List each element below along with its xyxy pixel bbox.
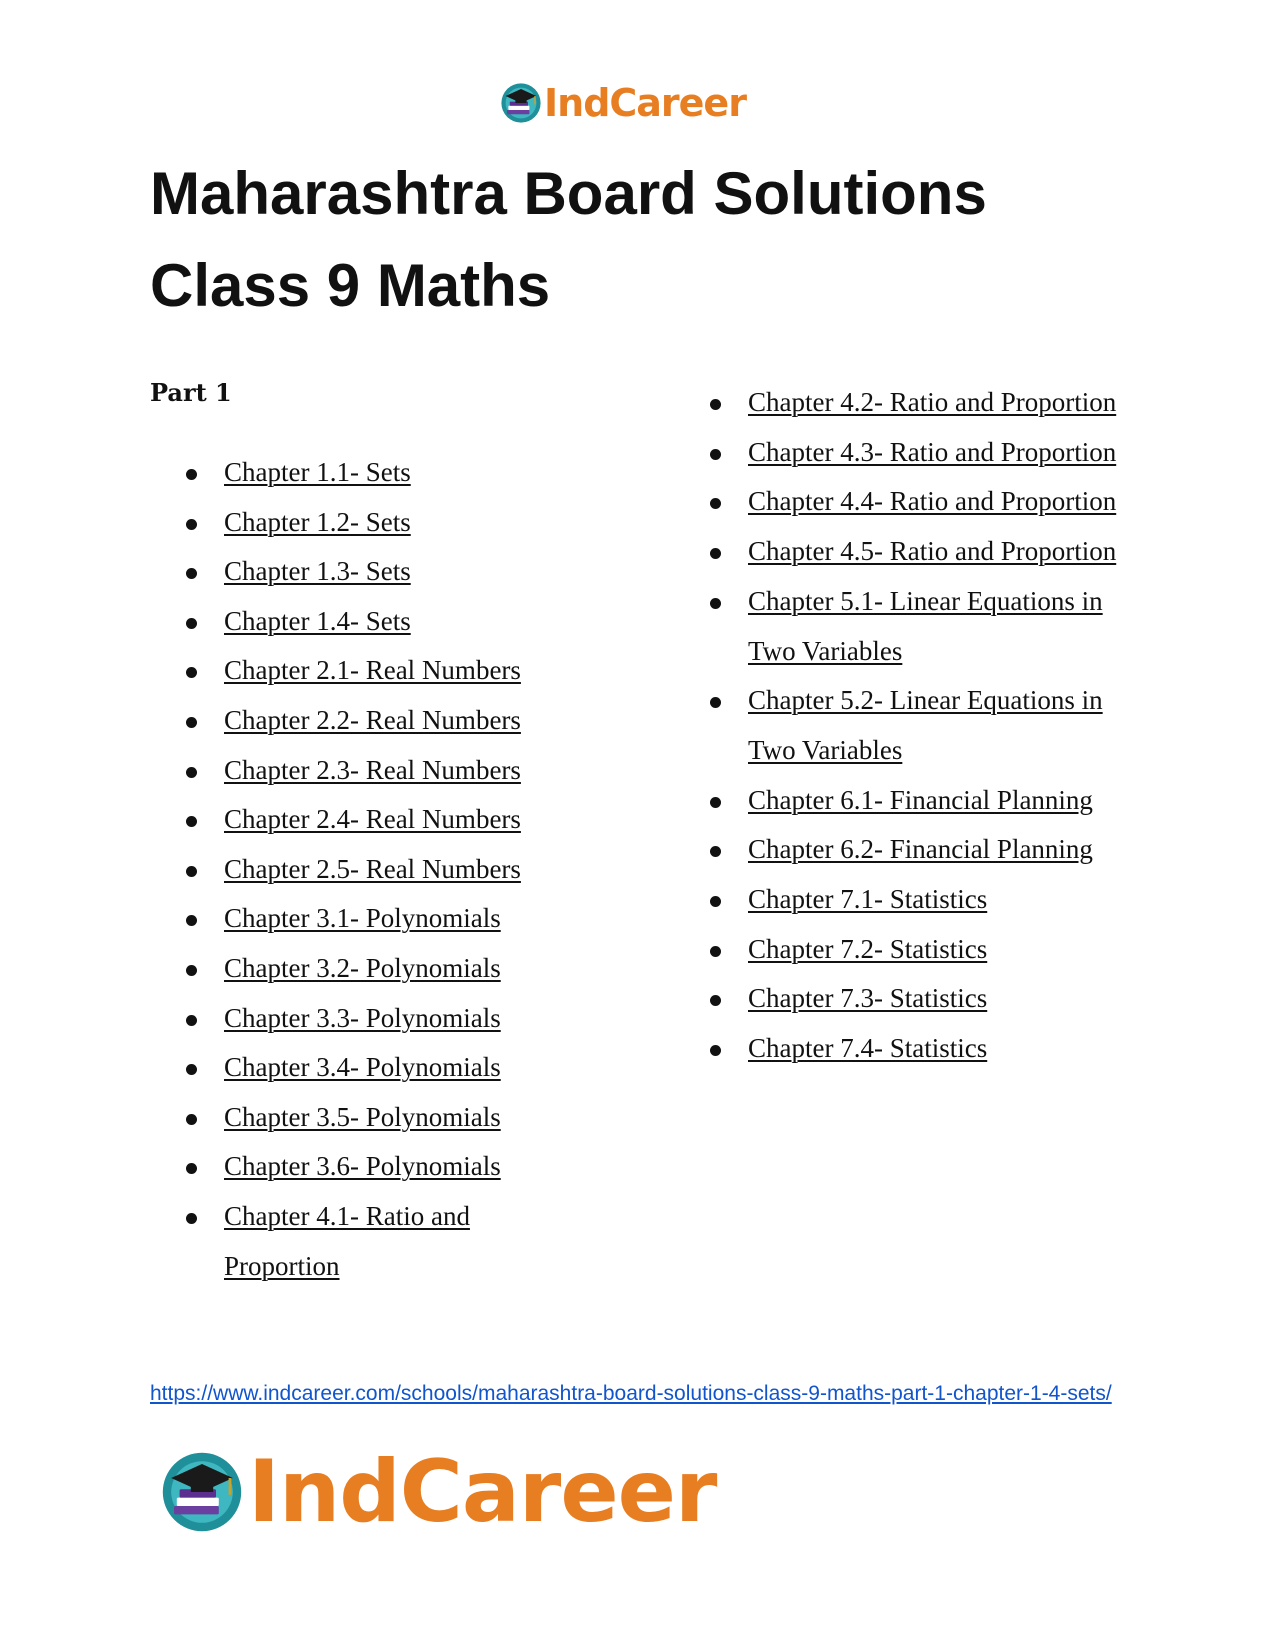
bullet-icon — [186, 1064, 197, 1075]
chapter-link[interactable]: Chapter 7.3- Statistics — [748, 983, 988, 1014]
list-item — [186, 1093, 576, 1143]
bullet-icon — [710, 548, 721, 559]
graduation-cap-books-globe-icon — [160, 1450, 244, 1534]
bullet-icon — [186, 1163, 197, 1174]
header-logo — [500, 80, 746, 126]
bullet-icon — [186, 1015, 197, 1026]
chapter-link[interactable]: Chapter 2.2- Real Numbers — [224, 704, 521, 735]
list-item — [186, 994, 576, 1044]
chapter-link[interactable]: Chapter 7.1- Statistics — [748, 884, 988, 915]
chapter-link[interactable]: Chapter 5.1- Linear Equations in Two Variables — [748, 585, 1103, 666]
brand-name: IndCareer — [544, 81, 746, 125]
chapter-link[interactable]: Chapter 6.1- Financial Planning — [748, 784, 1093, 815]
chapter-link[interactable]: Chapter 3.4- Polynomials — [224, 1052, 501, 1083]
bullet-icon — [710, 896, 721, 907]
chapter-link[interactable]: Chapter 5.2- Linear Equations in Two Variables — [748, 685, 1103, 765]
bullet-icon — [186, 1114, 197, 1125]
bullet-icon — [186, 618, 197, 629]
bullet-icon — [186, 767, 197, 778]
list-item — [710, 378, 1130, 428]
chapter-link[interactable]: Chapter 2.4- Real Numbers — [224, 804, 521, 835]
chapter-link[interactable]: Chapter 7.2- Statistics — [748, 933, 988, 964]
list-item — [710, 825, 1130, 875]
chapter-link[interactable]: Chapter 1.1- Sets — [224, 457, 411, 487]
list-item — [186, 795, 576, 845]
list-item — [710, 974, 1130, 1024]
bullet-icon — [186, 717, 197, 728]
bullet-icon — [710, 797, 721, 808]
chapter-link[interactable]: Chapter 3.6- Polynomials — [224, 1151, 501, 1182]
list-item — [186, 944, 576, 994]
bullet-icon — [186, 519, 197, 530]
list-item — [186, 1142, 576, 1192]
chapter-link[interactable]: Chapter 2.5- Real Numbers — [224, 853, 521, 884]
bullet-icon — [710, 1045, 721, 1056]
chapter-link[interactable]: Chapter 3.3- Polynomials — [224, 1002, 501, 1033]
list-item — [186, 1192, 576, 1291]
chapter-link[interactable]: Chapter 1.4- Sets — [224, 605, 411, 636]
chapter-link[interactable]: Chapter 7.4- Statistics — [748, 1033, 988, 1064]
chapter-link[interactable]: Chapter 3.5- Polynomials — [224, 1101, 501, 1132]
bullet-icon — [710, 697, 721, 708]
chapter-link[interactable]: Chapter 4.4- Ratio and Proportion — [748, 486, 1117, 517]
source-url-link[interactable]: https://www.indcareer.com/schools/maharashtra-board-solutions-class-9-maths-part-1-chapter-1-4-sets/ — [150, 1382, 1112, 1405]
chapter-list-left — [186, 448, 576, 1291]
bullet-icon — [186, 816, 197, 827]
list-item — [710, 925, 1130, 975]
chapter-link[interactable]: Chapter 3.2- Polynomials — [224, 952, 501, 983]
bullet-icon — [186, 1213, 197, 1224]
chapter-list-right — [710, 378, 1130, 1074]
part-heading: Part 1 — [150, 378, 232, 407]
bullet-icon — [710, 598, 721, 609]
list-item — [186, 845, 576, 895]
list-item — [186, 696, 576, 746]
bullet-icon — [186, 915, 197, 926]
list-item — [186, 448, 576, 498]
chapter-link[interactable]: Chapter 6.2- Financial Planning — [748, 834, 1093, 865]
list-item — [186, 1043, 576, 1093]
chapter-link[interactable]: Chapter 2.1- Real Numbers — [224, 655, 521, 686]
bullet-icon — [710, 498, 721, 509]
list-item — [710, 577, 1130, 676]
page-title-line1: Maharashtra Board Solutions — [150, 160, 987, 227]
bullet-icon — [710, 449, 721, 460]
list-item — [186, 498, 576, 548]
list-item — [710, 676, 1130, 775]
bullet-icon — [710, 399, 721, 410]
chapter-link[interactable]: Chapter 3.1- Polynomials — [224, 903, 501, 934]
list-item — [710, 477, 1130, 527]
list-item — [186, 597, 576, 647]
chapter-link[interactable]: Chapter 1.3- Sets — [224, 556, 411, 587]
footer-logo — [160, 1442, 717, 1542]
list-item — [186, 646, 576, 696]
page-title-line2: Class 9 Maths — [150, 252, 551, 319]
chapter-link[interactable]: Chapter 4.3- Ratio and Proportion — [748, 436, 1117, 467]
chapter-link[interactable]: Chapter 4.5- Ratio and Proportion — [748, 536, 1117, 567]
list-item — [710, 875, 1130, 925]
chapter-link[interactable]: Chapter 1.2- Sets — [224, 506, 411, 537]
list-item — [186, 746, 576, 796]
chapter-link[interactable]: Chapter 4.1- Ratio and Proportion — [224, 1200, 470, 1281]
list-item — [710, 776, 1130, 826]
list-item — [710, 1024, 1130, 1074]
brand-name: IndCareer — [248, 1442, 717, 1542]
list-item — [186, 547, 576, 597]
bullet-icon — [186, 866, 197, 877]
graduation-cap-books-globe-icon — [500, 82, 542, 124]
page-title — [150, 148, 1150, 332]
bullet-icon — [186, 965, 197, 976]
source-url — [150, 1376, 1130, 1411]
bullet-icon — [186, 568, 197, 579]
chapter-link[interactable]: Chapter 2.3- Real Numbers — [224, 754, 521, 785]
list-item — [186, 894, 576, 944]
list-item — [710, 527, 1130, 577]
bullet-icon — [186, 469, 197, 480]
bullet-icon — [186, 667, 197, 678]
list-item — [710, 428, 1130, 478]
bullet-icon — [710, 846, 721, 857]
bullet-icon — [710, 946, 721, 957]
chapter-link[interactable]: Chapter 4.2- Ratio and Proportion — [748, 387, 1117, 417]
bullet-icon — [710, 995, 721, 1006]
